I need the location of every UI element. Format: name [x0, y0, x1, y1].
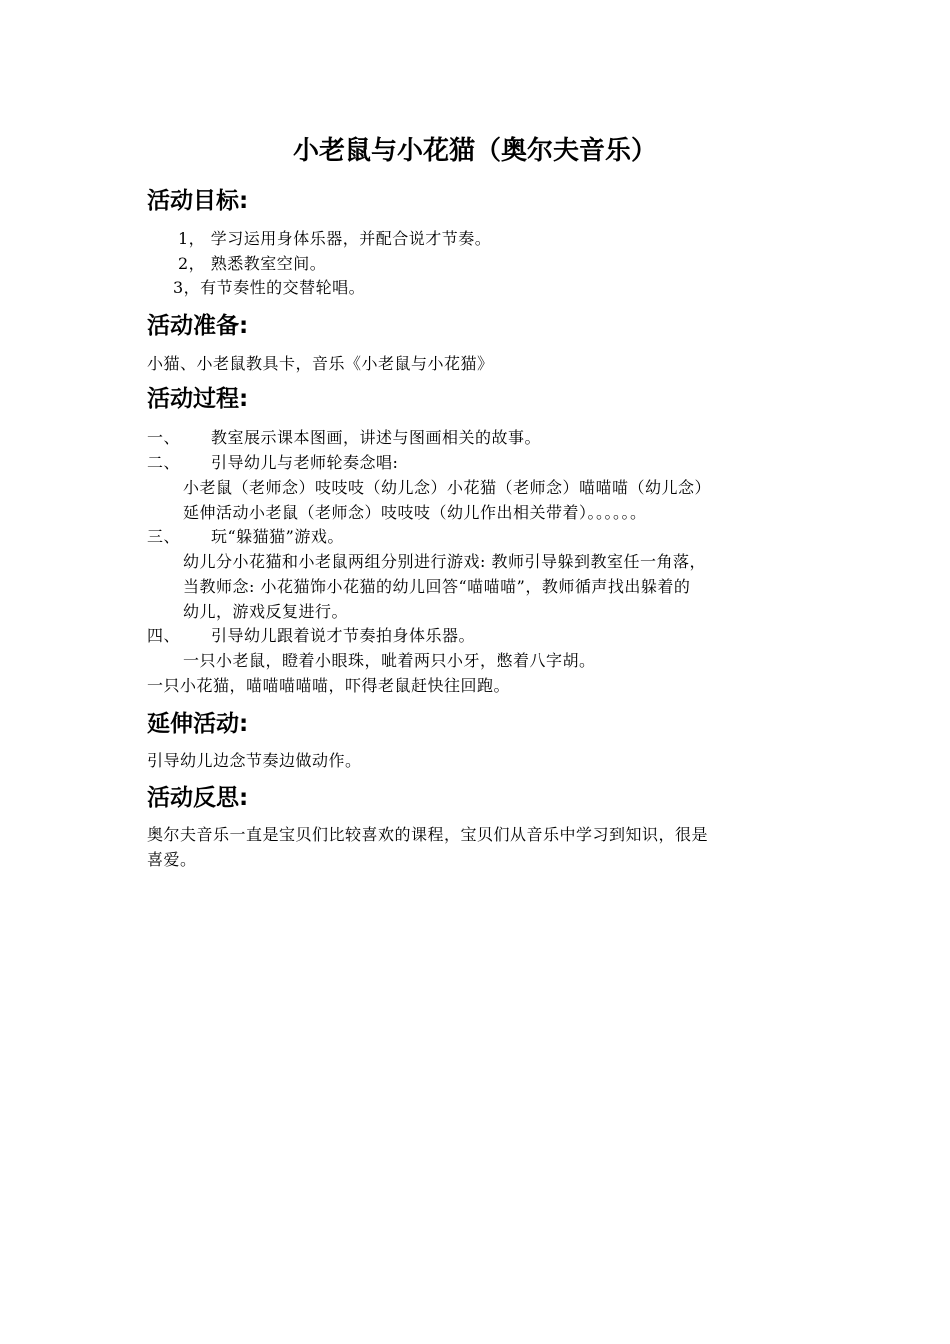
- step-number: 三、: [147, 527, 181, 546]
- step-3-line-3: 幼儿，游戏反复进行。: [183, 602, 349, 621]
- goals-heading: 活动目标:: [147, 188, 249, 214]
- step-text: 引导幼儿跟着说才节奏拍身体乐器。: [211, 626, 476, 645]
- step-2-line-2: 延伸活动小老鼠（老师念）吱吱吱（幼儿作出相关带着）。。。。。。: [183, 503, 647, 522]
- reflection-line-2: 喜爱。: [147, 850, 197, 869]
- goal-item-1: 1， 学习运用身体乐器，并配合说才节奏。: [178, 229, 492, 248]
- document-title: 小老鼠与小花猫（奥尔夫音乐）: [292, 136, 657, 166]
- goal-item-2: 2， 熟悉教室空间。: [178, 254, 327, 273]
- reflection-line-1: 奥尔夫音乐一直是宝贝们比较喜欢的课程，宝贝们从音乐中学习到知识，很是: [147, 825, 709, 844]
- step-number: 一、: [147, 428, 181, 447]
- prep-heading: 活动准备:: [147, 313, 249, 339]
- step-number: 四、: [147, 626, 181, 645]
- step-number: 二、: [147, 453, 181, 472]
- process-step-3: [147, 526, 344, 548]
- step-text: 引导幼儿与老师轮奏念唱:: [211, 453, 399, 472]
- prep-text: 小猫、小老鼠教具卡，音乐《小老鼠与小花猫》: [147, 354, 494, 373]
- extension-text: 引导幼儿边念节奏边做动作。: [147, 751, 362, 770]
- step-3-line-1: 幼儿分小花猫和小老鼠两组分别进行游戏: 教师引导躲到教室任一角落，: [183, 552, 706, 571]
- step-text: 玩“躲猫猫”游戏。: [211, 527, 344, 546]
- reflection-heading: 活动反思:: [147, 785, 249, 811]
- extension-heading: 延伸活动:: [147, 711, 249, 737]
- step-4-line-2: 一只小花猫，喵喵喵喵喵，吓得老鼠赶快往回跑。: [147, 676, 511, 695]
- process-step-1: [147, 427, 541, 449]
- step-2-line-1: 小老鼠（老师念）吱吱吱（幼儿念）小花猫（老师念）喵喵喵（幼儿念）: [183, 478, 712, 497]
- step-4-line-1: 一只小老鼠，瞪着小眼珠，呲着两只小牙，憋着八字胡。: [183, 651, 596, 670]
- step-3-line-2: 当教师念: 小花猫饰小花猫的幼儿回答“喵喵喵”，教师循声找出躲着的: [183, 577, 691, 596]
- process-step-4: [147, 625, 475, 647]
- process-heading: 活动过程:: [147, 386, 249, 412]
- goal-item-3: 3，有节奏性的交替轮唱。: [173, 278, 366, 297]
- process-step-2: [147, 452, 398, 474]
- step-text: 教室展示课本图画，讲述与图画相关的故事。: [211, 428, 542, 447]
